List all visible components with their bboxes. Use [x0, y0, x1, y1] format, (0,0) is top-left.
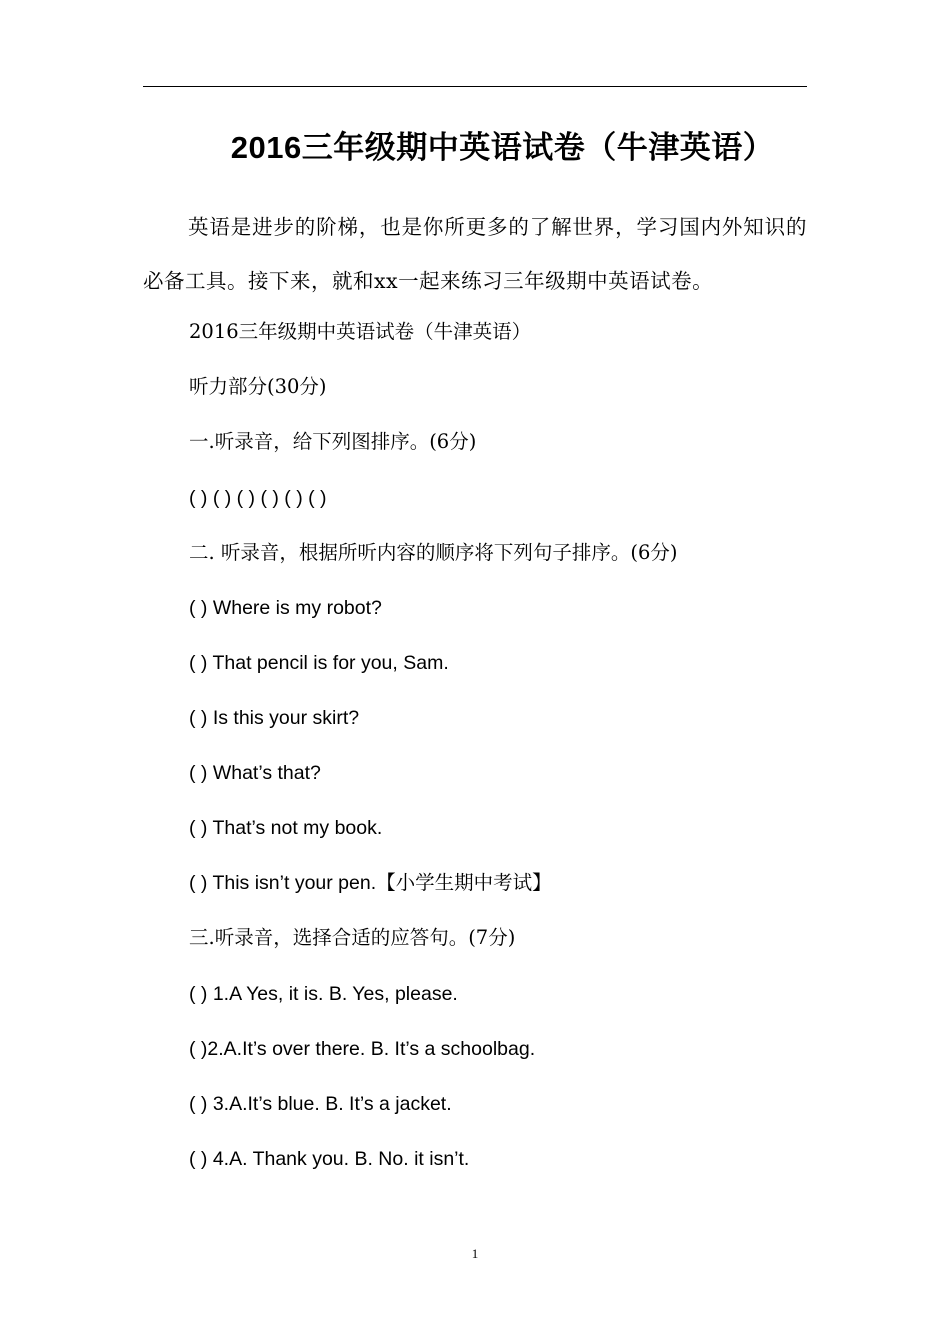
question-2-item-2: ( ) That pencil is for you, Sam. [189, 652, 449, 674]
question-3-item-4: ( ) 4.A. Thank you. B. No. it isn’t. [189, 1148, 470, 1170]
question-2-item-6: ( ) This isn’t your pen.【小学生期中考试】 [189, 872, 552, 894]
question-2-item-3: ( ) Is this your skirt? [189, 707, 360, 729]
question-3-item-1: ( ) 1.A Yes, it is. B. Yes, please. [189, 983, 458, 1005]
question-2-item-1: ( ) Where is my robot? [189, 597, 382, 619]
section-listening-heading: 听力部分(30分) [189, 375, 327, 398]
question-3-item-3: ( ) 3.A.It’s blue. B. It’s a jacket. [189, 1093, 452, 1115]
document-title: 2016三年级期中英语试卷（牛津英语） [230, 130, 775, 165]
header-rule [143, 86, 807, 87]
page-number: 1 [471, 1246, 479, 1261]
question-2-item-4: ( ) What’s that? [189, 762, 321, 784]
question-2-heading: 二. 听录音，根据所听内容的顺序将下列句子排序。(6分) [189, 541, 678, 564]
intro-paragraph: 英语是进步的阶梯，也是你所更多的了解世界，学习国内外知识的必备工具。接下来，就和xx一起来练习三年级期中英语试卷。 [143, 215, 807, 293]
subtitle-line: 2016三年级期中英语试卷（牛津英语） [189, 320, 532, 343]
question-1-heading: 一.听录音，给下列图排序。(6分) [189, 430, 477, 453]
question-3-heading: 三.听录音，选择合适的应答句。(7分) [189, 926, 516, 949]
question-1-blanks: ( ) ( ) ( ) ( ) ( ) ( ) [189, 487, 327, 509]
question-2-item-5: ( ) That’s not my book. [189, 817, 383, 839]
question-3-item-2: ( )2.A.It’s over there. B. It’s a schoolbag. [189, 1038, 536, 1060]
